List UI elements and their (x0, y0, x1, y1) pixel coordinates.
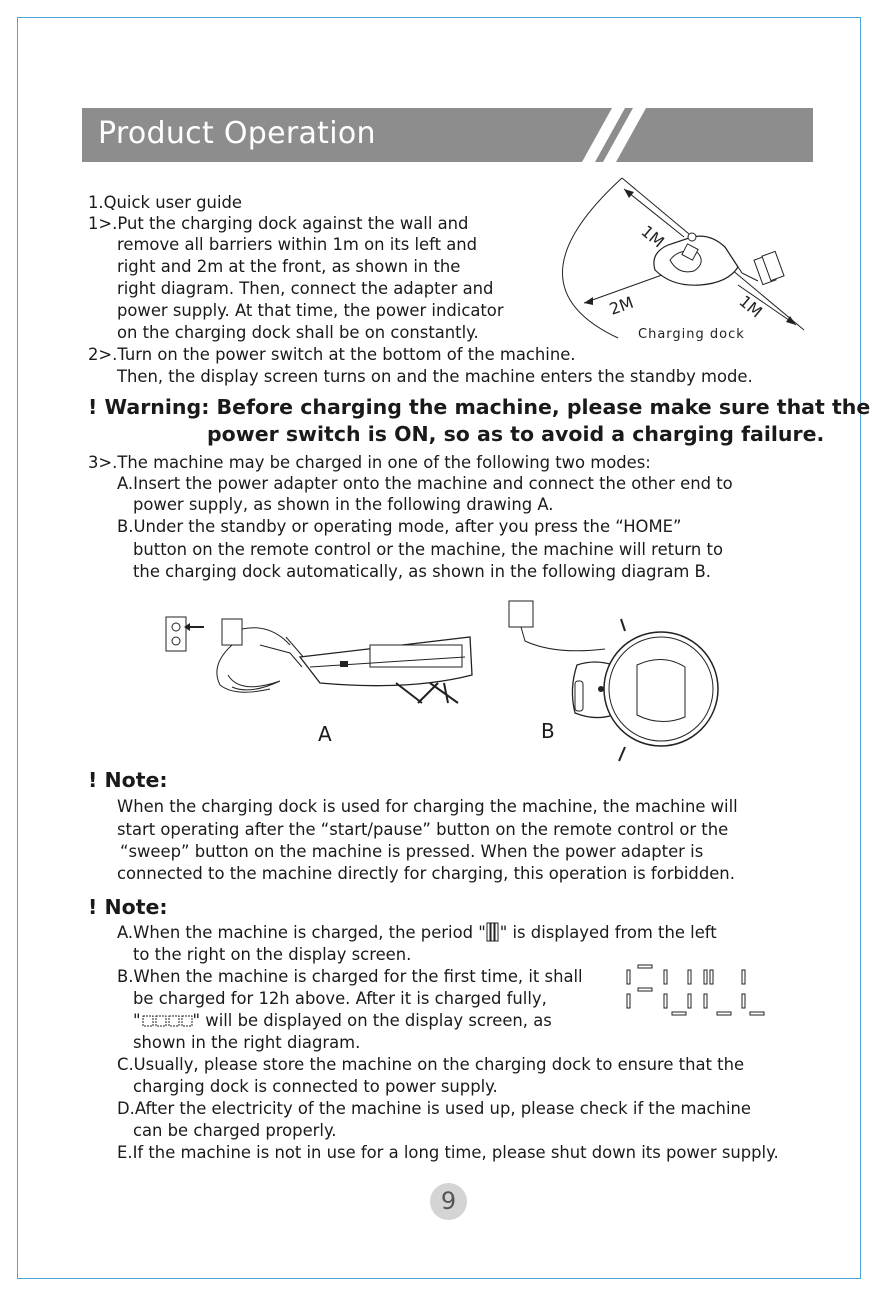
note2-c-line: C.Usually, please store the machine on the charging dock to ensure that the (117, 1055, 745, 1074)
label-1m-top: 1M (637, 221, 669, 252)
figure-b-label: B (541, 719, 555, 743)
note-heading: ! Note: (88, 768, 168, 792)
step3-a-line: A.Insert the power adapter onto the machine and connect the other end to (117, 474, 733, 493)
section-banner (82, 108, 813, 162)
label-2m: 2M (606, 292, 636, 319)
note2-c-line: charging dock is connected to power supply. (133, 1077, 498, 1096)
note1-line: “sweep” button on the machine is pressed. When the power adapter is (120, 842, 704, 861)
power-cord (217, 645, 270, 692)
step2-line: 2>.Turn on the power switch at the bottom of the machine. (88, 345, 576, 364)
note2-b-line: be charged for 12h above. After it is charged fully, (133, 989, 547, 1008)
step1-line: right and 2m at the front, as shown in the (117, 257, 461, 276)
note2-b-line: shown in the right diagram. (133, 1033, 361, 1052)
power-cord (521, 627, 605, 651)
note1-line: connected to the machine directly for charging, this operation is forbidden. (117, 864, 735, 883)
step1-line: right diagram. Then, connect the adapter and (117, 279, 494, 298)
page-number: 9 (430, 1183, 467, 1220)
full-display-diagram (622, 962, 772, 1022)
wall-socket (166, 617, 186, 651)
figure-b-dock-charging (495, 595, 735, 765)
note2-e-line: E.If the machine is not in use for a long time, please shut down its power supply. (117, 1143, 779, 1162)
step3-intro: 3>.The machine may be charged in one of the following two modes: (88, 453, 651, 472)
full-display-icon (141, 1013, 193, 1029)
warning-line: power switch is ON, so as to avoid a charging failure. (207, 422, 825, 446)
note1-line: start operating after the “start/pause” button on the remote control or the (117, 820, 729, 839)
step3-b-line: button on the remote control or the machine, the machine will return to (133, 540, 723, 559)
note2-b-line: B.When the machine is charged for the first time, it shall (117, 967, 583, 986)
charging-dock-diagram (560, 175, 820, 350)
page-title: Product Operation (98, 116, 376, 151)
note2-a-line: A.When the machine is charged, the period " " is displayed from the left (117, 923, 717, 942)
step1-line: 1>.Put the charging dock against the wall and (88, 214, 469, 233)
power-adapter (509, 601, 533, 627)
battery-bars-icon (486, 922, 500, 942)
dock-caption: Charging dock (638, 327, 745, 342)
note2-b-line: " " will be displayed on the display screen, as (133, 1011, 552, 1030)
figure-a-label: A (318, 722, 332, 746)
step3-b-line: the charging dock automatically, as shown in the following diagram B. (133, 562, 712, 581)
note2-d-line: can be charged properly. (133, 1121, 337, 1140)
step3-a-line: power supply, as shown in the following drawing A. (133, 495, 554, 514)
step1-line: power supply. At that time, the power indicator (117, 301, 504, 320)
note2-d-line: D.After the electricity of the machine is used up, please check if the machine (117, 1099, 751, 1118)
note-heading: ! Note: (88, 895, 168, 919)
label-1m-right: 1M (735, 291, 767, 322)
step3-b-line: B.Under the standby or operating mode, after you press the “HOME” (117, 517, 682, 536)
guide-title: 1.Quick user guide (88, 193, 242, 212)
note2-a-line: to the right on the display screen. (133, 945, 412, 964)
warning-line: ! Warning: Before charging the machine, please make sure that the (88, 395, 871, 419)
step1-line: remove all barriers within 1m on its left and (117, 235, 478, 254)
step1-line: on the charging dock shall be on constantly. (117, 323, 479, 342)
step2-line: Then, the display screen turns on and the machine enters the standby mode. (117, 367, 753, 386)
note1-line: When the charging dock is used for charging the machine, the machine will (117, 797, 738, 816)
power-adapter (222, 619, 242, 645)
